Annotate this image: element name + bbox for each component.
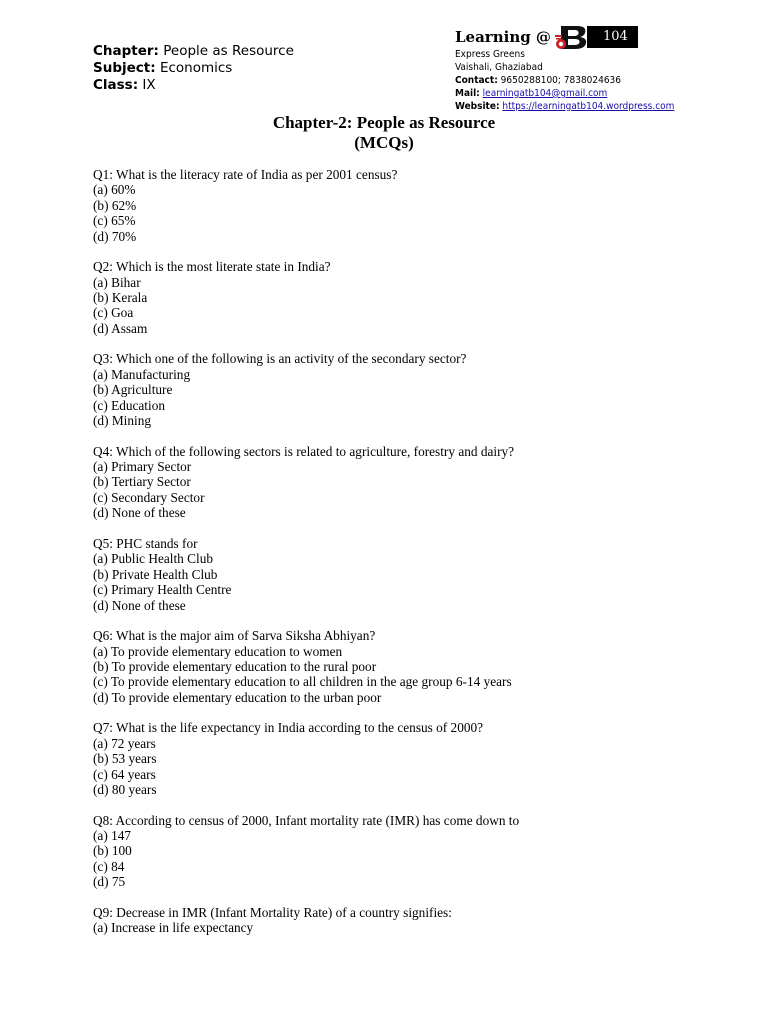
mail-line: Mail: learningatb104@gmail.com	[455, 88, 608, 99]
answer-option: (c) Secondary Sector	[93, 489, 205, 505]
answer-option: (d) None of these	[93, 505, 186, 521]
answer-option: (a) Increase in life expectancy	[93, 920, 254, 936]
answer-option: (a) Public Health Club	[93, 551, 214, 567]
answer-option: (c) 65%	[93, 213, 136, 229]
document-subtitle: (MCQs)	[354, 133, 414, 152]
class-value: IX	[142, 77, 156, 93]
answer-option: (b) Tertiary Sector	[93, 474, 191, 490]
brand-block	[455, 24, 715, 113]
question-block	[93, 536, 713, 613]
question-text: Q1: What is the literacy rate of India as per 2001 census?	[93, 167, 398, 182]
question-block	[93, 813, 713, 890]
answer-option: (d) Mining	[93, 413, 151, 429]
answer-option: (d) None of these	[93, 597, 186, 613]
question-block	[93, 444, 713, 521]
question-block	[93, 167, 713, 244]
answer-option: (d) Assam	[93, 320, 148, 336]
subject-line: Subject: Economics	[93, 60, 233, 76]
answer-option: (d) 70%	[93, 228, 137, 244]
question-block	[93, 259, 713, 336]
question-text: Q2: Which is the most literate state in India?	[93, 259, 331, 275]
question-block	[93, 628, 713, 705]
logo-number: 104	[587, 26, 638, 48]
website-line: Website: https://learningatb104.wordpress.com	[455, 101, 675, 112]
answer-option: (c) Primary Health Centre	[93, 582, 232, 598]
answer-option: (a) 147	[93, 827, 132, 843]
brand-details	[455, 48, 715, 113]
answer-option: (a) To provide elementary education to women	[93, 643, 343, 659]
question-text: Q5: PHC stands for	[93, 535, 198, 551]
logo	[555, 24, 638, 50]
brand-title: Learning @	[455, 28, 551, 46]
question-list	[93, 167, 713, 951]
chapter-value: People as Resource	[163, 43, 294, 59]
answer-option: (a) 60%	[93, 182, 136, 198]
question-text: Q8: According to census of 2000, Infant mortality rate (IMR) has come down to	[93, 812, 520, 828]
contact-line: Contact: 9650288100; 7838024636	[455, 75, 621, 86]
question-block	[93, 351, 713, 428]
answer-option: (b) Private Health Club	[93, 566, 218, 582]
logo-b-icon	[555, 24, 591, 50]
answer-option: (d) To provide elementary education to the urban poor	[93, 689, 382, 705]
subject-value: Economics	[159, 60, 233, 76]
website-link[interactable]: https://learningatb104.wordpress.com	[502, 101, 675, 112]
answer-option: (d) 75	[93, 874, 126, 890]
answer-option: (a) Bihar	[93, 274, 141, 290]
answer-option: (b) Agriculture	[93, 382, 173, 398]
mail-link[interactable]: learningatb104@gmail.com	[482, 88, 608, 99]
answer-option: (c) Goa	[93, 305, 134, 321]
class-line: Class: IX	[93, 77, 156, 93]
chapter-line: Chapter: People as Resource	[93, 43, 294, 59]
answer-option: (b) 100	[93, 843, 132, 859]
answer-option: (c) 64 years	[93, 766, 156, 782]
answer-option: (c) 84	[93, 858, 125, 874]
question-text: Q6: What is the major aim of Sarva Siksha Abhiyan?	[93, 628, 376, 644]
answer-option: (a) Primary Sector	[93, 459, 192, 475]
question-text: Q3: Which one of the following is an activity of the secondary sector?	[93, 351, 467, 367]
answer-option: (c) To provide elementary education to all children in the age group 6-14 years	[93, 674, 512, 690]
answer-option: (a) Manufacturing	[93, 366, 191, 382]
address-line-1: Express Greens	[455, 49, 525, 60]
answer-option: (d) 80 years	[93, 781, 157, 797]
address-line-2: Vaishali, Ghaziabad	[455, 62, 543, 73]
answer-option: (a) 72 years	[93, 735, 156, 751]
question-text: Q7: What is the life expectancy in India according to the census of 2000?	[93, 720, 484, 736]
answer-option: (b) 53 years	[93, 751, 157, 767]
document-meta	[93, 43, 294, 94]
answer-option: (b) To provide elementary education to the rural poor	[93, 658, 377, 674]
document-title: Chapter-2: People as Resource	[272, 113, 496, 132]
question-block	[93, 905, 713, 936]
contact-value: 9650288100; 7838024636	[500, 75, 621, 86]
answer-option: (b) 62%	[93, 197, 137, 213]
brand-title-row	[455, 24, 715, 50]
answer-option: (b) Kerala	[93, 290, 148, 306]
answer-option: (c) Education	[93, 397, 165, 413]
question-text: Q4: Which of the following sectors is related to agriculture, forestry and dairy?	[93, 443, 515, 459]
question-block	[93, 720, 713, 797]
question-text: Q9: Decrease in IMR (Infant Mortality Rate) of a country signifies:	[93, 904, 452, 920]
